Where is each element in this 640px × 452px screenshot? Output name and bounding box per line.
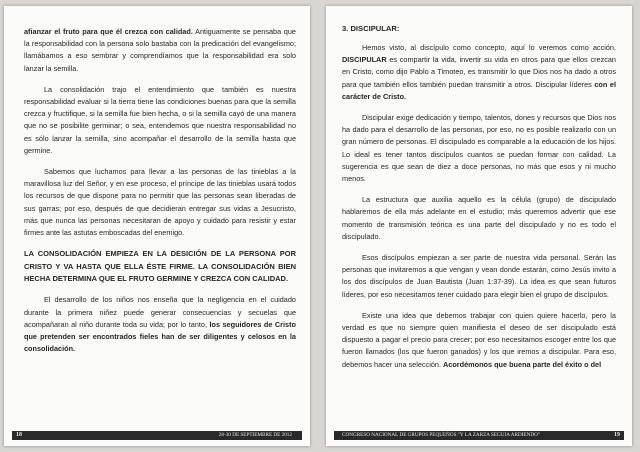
left-paragraph-4-caps: LA CONSOLIDACIÓN EMPIEZA EN LA DESICIÓN DE LA PERSONA POR CRISTO Y VA HASTA QUE ELLA ÉSTE FIRME. LA CONSOLIDACIÓN BIEN HECHA DETERMINA QUE EL FRUTO GERMINE Y CREZCA CON CALIDAD.	[24, 249, 296, 284]
left-p1-text: Antiguamente se pensaba que la responsabilidad con la persona solo bastaba con la predicación del evangelismo; llamábamos a eso sembrar y comprendíamos que la responsabilidad era solo lanzar la semilla.	[24, 27, 296, 73]
right-page-content	[342, 24, 616, 380]
left-p5-bold: los seguidores de Cristo que pretenden ser encontrados fieles han de ser diligentes y celosos en la consolidación.	[24, 319, 296, 354]
right-paragraph-4: Esos discípulos empiezan a ser parte de nuestra vida personal. Serán las personas que invitaremos a que vengan y vean donde estarán, como Jesús invito a los dos discípulos de Juan Bautista (Juan 1:37-39). La idea es que sean futuros líderes, por eso necesitamos tener cuidado para elegir bien el grupo de discípulos.	[342, 253, 616, 299]
right-p1-text-a: Hemos visto, al discípulo como concepto, aquí lo veremos como acción.	[362, 43, 616, 52]
left-footer-text: 28-30 DE SEPTIEMBRE DE 2012	[218, 432, 292, 438]
right-p5-text: Existe una idea que debemos trabajar con quien quiere hacerlo, pero la verdad es que no siempre quien manifiesta el deseo de ser discipulado está dispuesto a pagar el precio para crecer; por eso necesitamos escoger entre los que fueron llamados (los que fueron ganados) y los que iremos a discipular. Para eso, debemos hacer una selección.	[342, 310, 616, 369]
right-footer	[334, 431, 624, 440]
right-p1-bold-caracter: con el carácter de Cristo.	[342, 79, 616, 101]
right-paragraph-2: Discipular exige dedicación y tiempo, talentos, dones y recursos que Dios nos ha dado para el desarrollo de las personas, por eso, no es posible realizarlo con un gran número de personas. El discipulado es comparable a la educación de los hijos. Lo ideal es tener tantos discípulos cuantos se puedan formar con calidad. La sugerencia es que sean de diez a doce personas, no más que esos y ni mucho menos.	[342, 113, 616, 184]
left-paragraph-5	[24, 294, 296, 355]
left-page-content	[24, 26, 296, 364]
right-paragraph-1	[342, 42, 616, 103]
left-p5-text: El desarrollo de los niños nos enseña que la negligencia en el cuidado durante la primera niñez puede generar consecuencias y secuelas que acompañaran al niño durante toda su vida; por lo tanto,	[24, 295, 296, 329]
left-paragraph-2: La consolidación trajo el entendimiento que también es nuestra responsabilidad evaluar si la tierra tiene las condiciones buenas para que la semilla crezca y fructifique, si la semilla fue bien hecha, o si la semilla cayó de una manera que no se posibilite germinar; o sea, entendemos que nuestra responsabilidad no es sólo lanzar la semilla, sino acompañar el desarrollo de la semilla hasta que germine.	[24, 84, 296, 155]
right-p5-bold: Acordémonos que buena parte del éxito o del	[443, 359, 602, 369]
section-heading: 3. DISCIPULAR:	[342, 24, 400, 33]
left-page-number: 18	[16, 432, 22, 438]
right-page-number: 19	[614, 432, 620, 438]
right-p1-bold-discipular: DISCIPULAR	[342, 55, 387, 65]
right-footer-text: CONGRESO NACIONAL DE GRUPOS PEQUEÑOS "Y LA ZARZA SEGUIA ARDIENDO"	[342, 432, 540, 438]
left-page	[4, 6, 310, 446]
right-page	[326, 6, 632, 446]
right-paragraph-3: La estructura que auxilia aquello es la célula (grupo) de discipulado hablaremos de ella más adelante en el estudio; más queremos advertir que ese momento de transmisión teórica es una parte del discipulado y no es todo el discipulado.	[342, 195, 616, 241]
right-p1-text-c: es compartir la vida, invertir su vida en otros para que ellos crezcan en Cristo, como dijo Pablo a Timoteo, es transmitir lo que Dios nos ha dado a otros para que también ellos también puedan transmitir a otros. Discipular líderes	[342, 55, 616, 89]
left-footer	[12, 431, 302, 440]
left-p1-bold: afianzar el fruto para que él crezca con calidad.	[24, 27, 193, 36]
left-paragraph-3: Sabemos que luchamos para llevar a las personas de las tinieblas a la maravillosa luz del Señor, y en ese proceso, el príncipe de las tinieblas usará todos los recursos de que dispone para no permitir que las personas sean liberadas de sus garras; por eso, después de que decidieran entregar sus vidas a Jesucristo, más que nunca las personas necesitaran de apoyo y cuidado para resistir y estar firmes ante las astutas emboscadas del enemigo.	[24, 167, 296, 238]
left-paragraph-1	[24, 26, 296, 75]
right-paragraph-5	[342, 310, 616, 371]
